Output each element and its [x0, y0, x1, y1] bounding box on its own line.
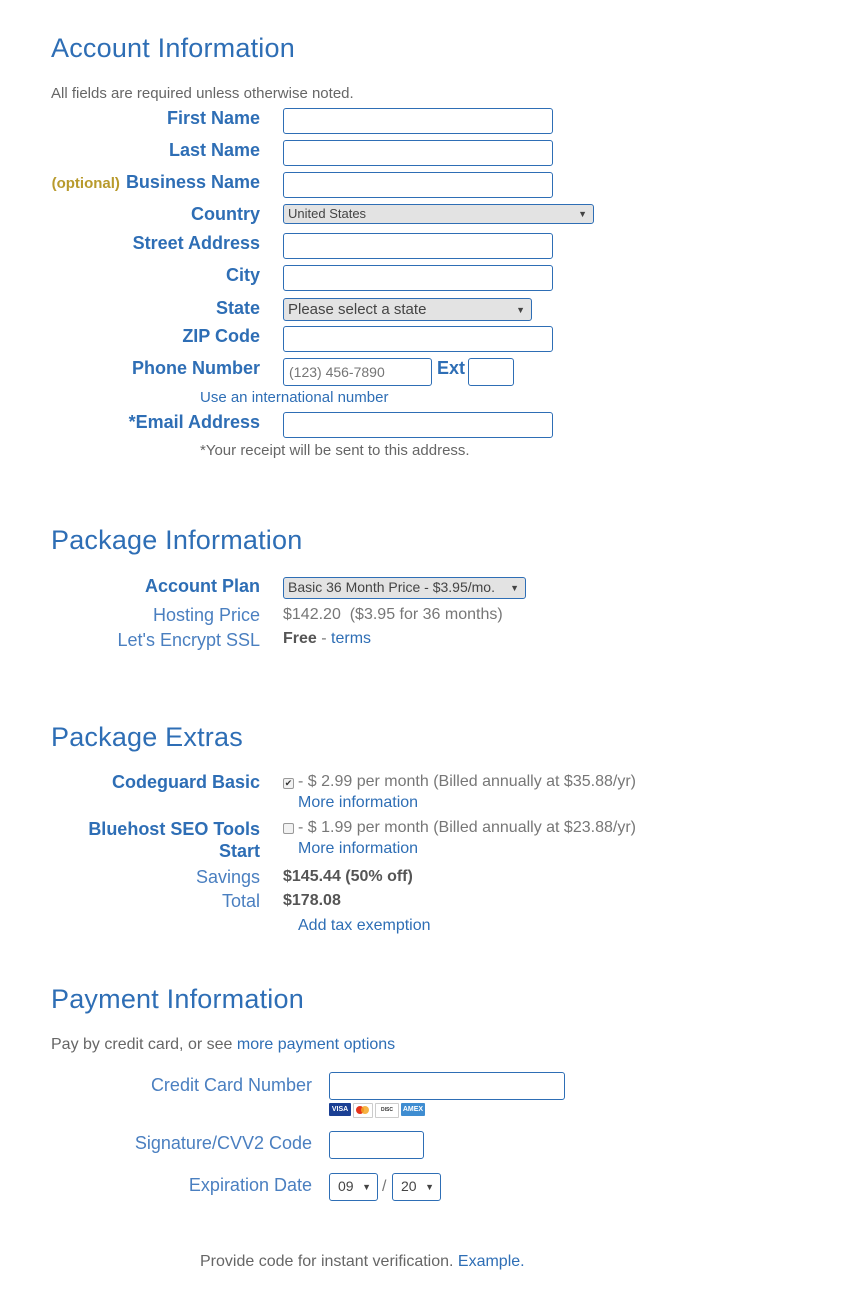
cvv-label: Signature/CVV2 Code	[134, 1133, 312, 1153]
savings-value: $145.44 (50% off)	[283, 868, 413, 885]
ext-label: Ext	[437, 358, 466, 378]
expiration-separator: /	[382, 1178, 387, 1195]
savings-label: Savings	[195, 867, 260, 887]
hosting-price-value: $142.20 ($3.95 for 36 months)	[283, 606, 503, 623]
chevron-down-icon: ▼	[516, 304, 525, 315]
expiration-date-label: Expiration Date	[188, 1175, 312, 1195]
extras-section-title: Package Extras	[51, 722, 243, 752]
account-plan-label: Account Plan	[144, 576, 260, 596]
seo-tools-label-line2: Start	[218, 841, 260, 861]
phone-number-label: Phone Number	[131, 358, 260, 378]
discover-icon: DISC	[375, 1103, 399, 1118]
ssl-separator: -	[316, 630, 332, 647]
chevron-down-icon: ▼	[578, 209, 587, 219]
account-plan-select[interactable]	[283, 577, 526, 599]
account-plan-value: Basic 36 Month Price - $3.95/mo.	[288, 579, 495, 595]
country-select[interactable]	[283, 204, 594, 224]
cvv-input[interactable]	[329, 1131, 424, 1159]
last-name-label: Last Name	[168, 140, 260, 160]
package-section-title: Package Information	[51, 525, 303, 555]
payment-note	[51, 1036, 395, 1054]
expiration-year-value: 20	[401, 1178, 417, 1194]
payment-section-title: Payment Information	[51, 984, 304, 1014]
visa-icon: VISA	[329, 1103, 351, 1116]
mastercard-icon	[353, 1103, 373, 1118]
verification-note	[200, 1253, 525, 1271]
ssl-value-row	[283, 630, 371, 648]
hosting-price-label: Hosting Price	[152, 605, 260, 625]
ssl-label: Let's Encrypt SSL	[117, 630, 260, 650]
email-address-label: *Email Address	[128, 412, 260, 432]
ssl-terms-link[interactable]: terms	[331, 630, 372, 647]
optional-tag: (optional)	[51, 175, 120, 192]
chevron-down-icon: ▼	[425, 1182, 434, 1192]
verification-example-link[interactable]: Example.	[457, 1253, 525, 1270]
credit-card-label: Credit Card Number	[150, 1075, 312, 1095]
street-address-input[interactable]	[283, 233, 553, 259]
verification-text: Provide code for instant verification.	[200, 1253, 458, 1270]
seo-tools-label	[88, 818, 260, 862]
seo-tools-more-info-link[interactable]: More information	[298, 840, 419, 857]
international-number-link[interactable]: Use an international number	[200, 389, 389, 406]
city-label: City	[225, 265, 260, 285]
state-label: State	[215, 298, 260, 318]
total-label: Total	[221, 891, 260, 911]
codeguard-checkbox[interactable]	[283, 778, 294, 789]
seo-tools-label-line1: Bluehost SEO Tools	[88, 819, 260, 839]
credit-card-input[interactable]	[329, 1072, 565, 1100]
zip-code-label: ZIP Code	[182, 326, 260, 346]
zip-code-input[interactable]	[283, 326, 553, 352]
amex-icon: AMEX	[401, 1103, 425, 1116]
chevron-down-icon: ▼	[510, 583, 519, 593]
payment-note-text: Pay by credit card, or see	[51, 1036, 237, 1053]
more-payment-options-link[interactable]: more payment options	[236, 1036, 396, 1053]
seo-tools-checkbox[interactable]	[283, 823, 294, 834]
street-address-label: Street Address	[132, 233, 260, 253]
business-name-input[interactable]	[283, 172, 553, 198]
business-name-label-row	[52, 172, 260, 193]
total-value: $178.08	[283, 892, 341, 909]
expiration-month-select[interactable]	[329, 1173, 378, 1201]
codeguard-label: Codeguard Basic	[111, 772, 260, 792]
email-address-input[interactable]	[283, 412, 553, 438]
expiration-year-select[interactable]	[392, 1173, 441, 1201]
country-value: United States	[288, 206, 367, 221]
city-input[interactable]	[283, 265, 553, 291]
account-section-title: Account Information	[51, 33, 295, 63]
seo-tools-price-text: - $ 1.99 per month (Billed annually at $23.88/yr)	[298, 819, 636, 836]
state-value: Please select a state	[288, 301, 427, 318]
codeguard-price-text: - $ 2.99 per month (Billed annually at $35.88/yr)	[298, 773, 636, 790]
card-icons	[329, 1103, 425, 1118]
state-select[interactable]	[283, 298, 532, 321]
tax-exemption-link[interactable]: Add tax exemption	[298, 917, 431, 934]
codeguard-more-info-link[interactable]: More information	[298, 794, 419, 811]
business-name-label: Business Name	[125, 172, 260, 192]
country-label: Country	[191, 204, 260, 224]
chevron-down-icon: ▼	[362, 1182, 371, 1192]
expiration-month-value: 09	[338, 1178, 354, 1194]
first-name-label: First Name	[166, 108, 260, 128]
first-name-input[interactable]	[283, 108, 553, 134]
phone-ext-input[interactable]	[468, 358, 514, 386]
required-fields-note: All fields are required unless otherwise noted.	[51, 85, 354, 102]
checkmark-icon: ✔	[284, 778, 293, 788]
email-receipt-note: *Your receipt will be sent to this address.	[200, 442, 470, 459]
phone-number-input[interactable]	[283, 358, 432, 386]
ssl-value: Free	[283, 630, 317, 647]
last-name-input[interactable]	[283, 140, 553, 166]
